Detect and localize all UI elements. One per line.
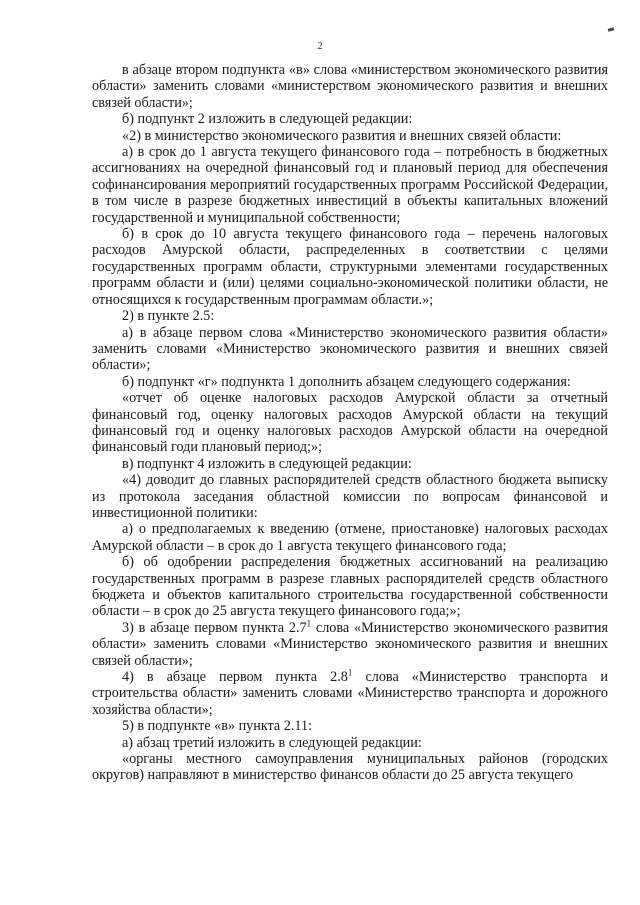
document-body: [92, 62, 608, 784]
scan-mark: [608, 27, 615, 31]
paragraph: б) подпункт «г» подпункта 1 дополнить абзацем следующего содержания:: [122, 373, 571, 390]
paragraph: а) в абзаце первом слова «Министерство экономического развития области» заменить словами «Министерство экономического развития и внешних связей области»;: [92, 324, 608, 374]
paragraph-text: слова «Министерство транспорта и строительства области» заменить словами «Министерство транспорта и дорожного хозяйства области»;: [92, 669, 608, 718]
superscript: 1: [347, 667, 353, 678]
paragraph: «4) доводит до главных распорядителей средств областного бюджета выписку из протокола заседания областной комиссии по вопросам финансовой и инвестиционной политики:: [92, 472, 608, 521]
paragraph: [92, 620, 608, 669]
paragraph: б) об одобрении распределения бюджетных ассигнований на реализацию государственных программ в разрезе главных распорядителей средств областного бюджета и объектов капитального строительства государственной собственности области – в срок до 25 августа текущего финансового года;»;: [92, 554, 608, 620]
paragraph-text: 4) в абзаце первом пункта 2.8: [122, 669, 348, 686]
paragraph: «органы местного самоуправления муниципальных районов (городских округов) направляют в министерство финансов области до 25 августа текущего: [92, 751, 608, 784]
paragraph: «отчет об оценке налоговых расходов Амурской области за отчетный финансовый год, оценку налоговых расходов Амурской области на текущий финансовый год и оценку налоговых расходов Амурской области на очередной финансовый годи плановый период;»;: [92, 390, 608, 456]
paragraph: а) о предполагаемых к введению (отмене, приостановке) налоговых расходах Амурской области – в срок до 1 августа текущего финансового года;: [92, 521, 608, 554]
page-number: 2: [317, 40, 323, 52]
paragraph: а) в срок до 1 августа текущего финансового года – потребность в бюджетных ассигнованиях на очередной финансовый год и плановый период для обеспечения софинансирования мероприятий государственных программ Российской Федерации, в том числе в разрезе бюджетных инвестиций в объекты капитальных вложений государственной и муниципальной собственности;: [92, 144, 608, 226]
paragraph-text: слова «Министерство экономического развития области» заменить словами «Министерство экономического развития и внешних связей области»;: [92, 619, 608, 669]
paragraph: б) подпункт 2 изложить в следующей редакции:: [122, 111, 413, 128]
superscript: 1: [306, 618, 312, 629]
paragraph: в) подпункт 4 изложить в следующей редакции:: [122, 455, 412, 472]
paragraph: б) в срок до 10 августа текущего финансового года – перечень налоговых расходов Амурской области, распределенных в соответствии с целями государственных программ области, структурными элементами государственных программ области и (или) целями социально-экономической политики области, не относящихся к государственным программам области.»;: [92, 226, 608, 308]
paragraph: а) абзац третий изложить в следующей редакции:: [122, 734, 422, 751]
paragraph: [92, 669, 608, 718]
paragraph-text: 3) в абзаце первом пункта 2.7: [122, 619, 307, 636]
paragraph: «2) в министерство экономического развития и внешних связей области:: [122, 127, 562, 144]
paragraph: 2) в пункте 2.5:: [122, 308, 215, 325]
paragraph: 5) в подпункте «в» пункта 2.11:: [122, 718, 313, 735]
paragraph: в абзаце втором подпункта «в» слова «министерством экономического развития области» заменить словами «министерством экономического развития и внешних связей области»;: [92, 62, 608, 111]
